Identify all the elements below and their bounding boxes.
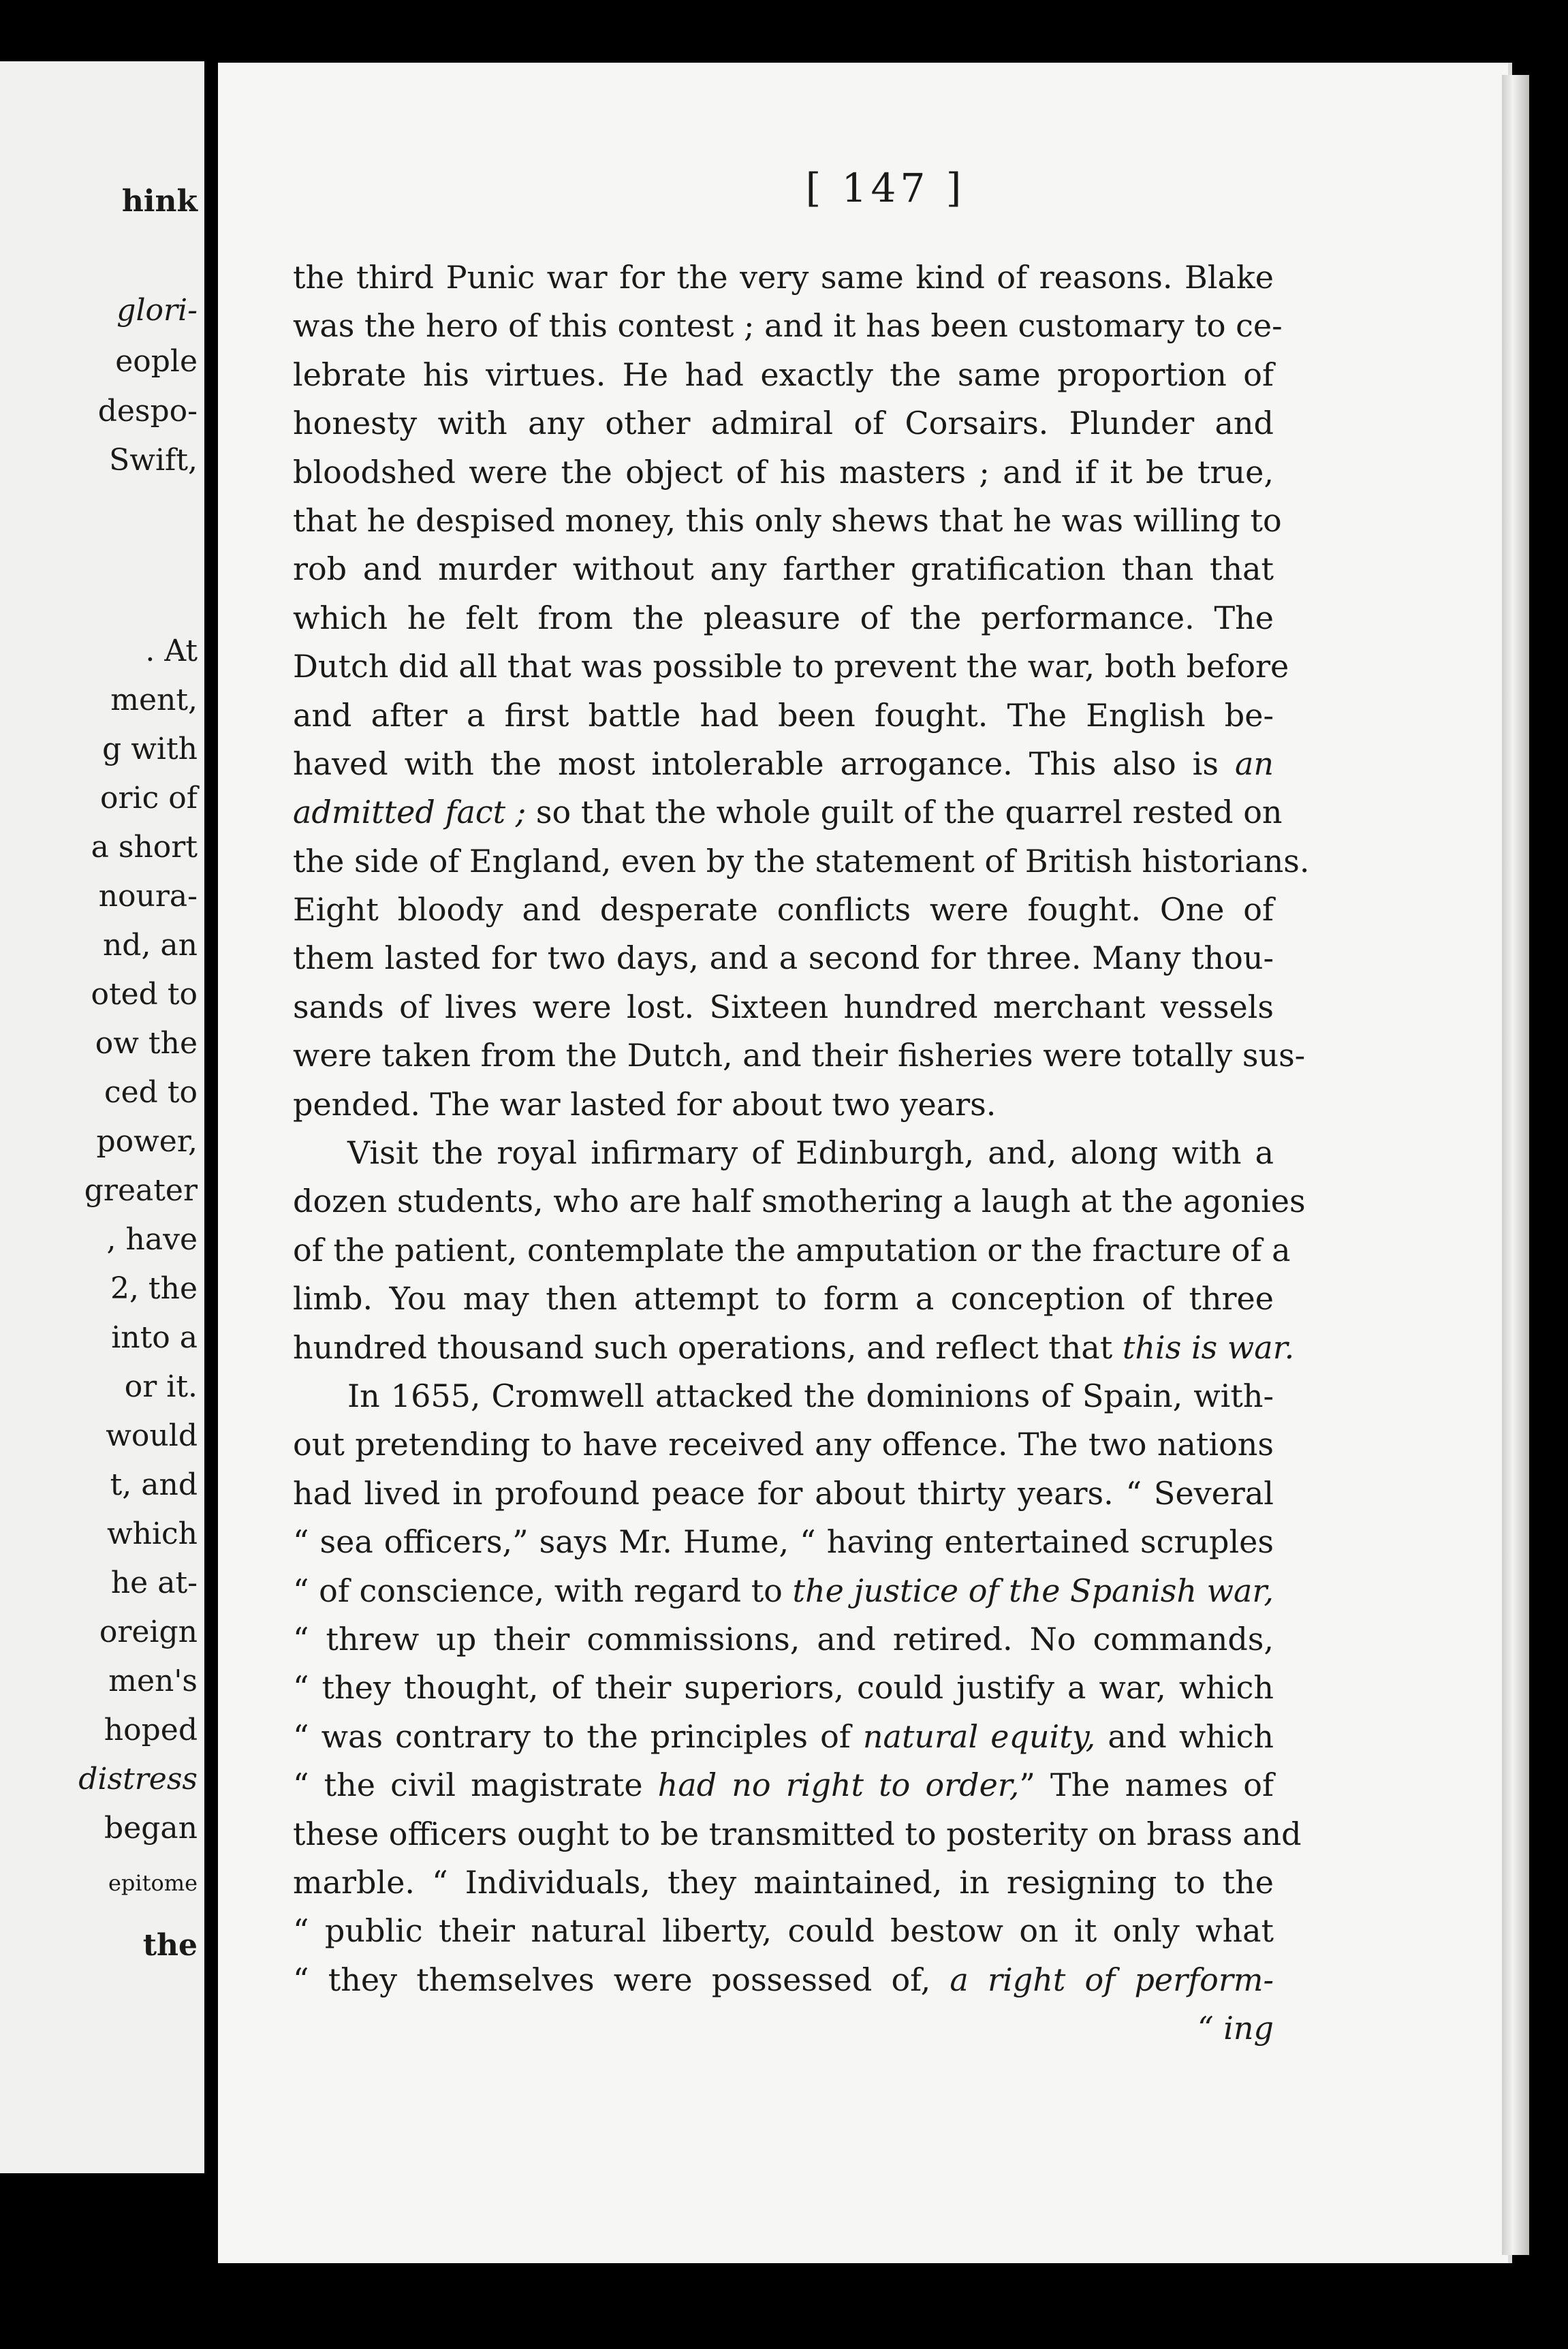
page-edge (1502, 75, 1529, 2255)
left-page-line: ment, (110, 683, 198, 717)
text-segment: “ they themselves were possessed of, (293, 1961, 950, 1998)
left-page-line: men's (108, 1664, 198, 1698)
italic-text: this is war. (1122, 1328, 1295, 1366)
text-line (293, 399, 1274, 448)
text-line (293, 594, 1274, 642)
text-segment: them lasted for two days, and a second for three. Many thou- (293, 939, 1274, 977)
text-segment: the third Punic war for the very same kind of reasons. Blake (293, 259, 1274, 296)
text-segment: haved with the most intolerable arrogance. This also is (293, 745, 1235, 782)
text-segment: honesty with any other admiral of Corsairs. Plunder and (293, 405, 1274, 442)
text-line (293, 1420, 1274, 1469)
text-segment: hundred thousand such operations, and reflect that (293, 1328, 1123, 1366)
text-segment: was the hero of this contest ; and it has been customary to ce- (293, 307, 1283, 345)
text-segment: “ threw up their commissions, and retired. No commands, (293, 1620, 1274, 1658)
left-page-line: greater (84, 1173, 198, 1208)
text-segment: “ was contrary to the principles of (293, 1717, 863, 1755)
left-page-line: a short (91, 830, 198, 865)
left-page-line: epitome (108, 1870, 198, 1896)
left-page-line: distress (78, 1762, 198, 1796)
text-segment: “ public their natural liberty, could bestow on it only what (293, 1912, 1274, 1950)
left-page-line: noura- (98, 879, 198, 914)
text-line (293, 691, 1274, 740)
text-line (293, 1177, 1306, 1226)
text-line (293, 351, 1274, 399)
text-line (293, 1956, 1274, 2004)
left-facing-page (0, 61, 204, 2173)
text-segment: so that the whole guilt of the quarrel rested on (526, 794, 1283, 831)
text-line (293, 837, 1310, 886)
left-page-line: began (104, 1811, 198, 1846)
text-segment: were taken from the Dutch, and their fisheries were totally sus- (293, 1037, 1306, 1074)
text-segment: Visit the royal infirmary of Edinburgh, and, along with a (347, 1134, 1274, 1172)
italic-text: had no right to order, (657, 1767, 1020, 1804)
text-line (293, 1324, 1295, 1372)
left-page-line: g with (102, 732, 198, 766)
left-page-line: oreign (99, 1615, 198, 1649)
text-line (293, 1761, 1274, 1809)
italic-text: an (1234, 745, 1274, 782)
text-segment: the side of England, even by the statement of British historians. (293, 842, 1310, 880)
left-page-line: ow the (95, 1026, 198, 1061)
text-segment: limb. You may then attempt to form a conception of three (293, 1280, 1274, 1318)
text-segment: bloodshed were the object of his masters ; and if it be true, (293, 453, 1274, 491)
text-segment: ” The names of (1019, 1767, 1274, 1804)
text-segment: and which (1095, 1717, 1274, 1755)
left-page-line: . At (145, 634, 198, 668)
text-line (293, 1031, 1306, 1080)
left-page-line: t, and (110, 1467, 198, 1502)
left-page-line: would (106, 1418, 198, 1453)
italic-text: admitted fact ; (293, 794, 527, 831)
text-segment: “ they thought, of their superiors, could justify a war, which (293, 1669, 1274, 1707)
text-line (293, 1080, 1274, 1129)
page-number: [ 147 ] (805, 165, 966, 211)
left-page-line: 2, the (110, 1271, 198, 1306)
italic-text: the justice of the Spanish war, (792, 1572, 1274, 1609)
left-page-line: the (142, 1928, 198, 1963)
text-line (293, 886, 1274, 934)
text-line (293, 1907, 1274, 1955)
text-line (293, 1129, 1274, 1177)
left-page-line: , have (106, 1222, 198, 1257)
text-line (293, 1518, 1274, 1566)
left-page-line: Swift, (109, 443, 198, 478)
text-line (293, 934, 1274, 982)
text-line (293, 740, 1274, 788)
text-segment: pended. The war lasted for about two years. (293, 1085, 997, 1123)
left-page-line: power, (96, 1124, 198, 1159)
left-page-line: eople (115, 344, 198, 379)
text-segment: had lived in profound peace for about thirty years. “ Several (293, 1474, 1274, 1512)
text-line (293, 497, 1282, 545)
text-line (293, 1713, 1274, 1761)
text-line (293, 1858, 1274, 1907)
left-page-line: which (106, 1516, 198, 1551)
text-segment: “ of conscience, with regard to (293, 1572, 793, 1609)
text-segment: these officers ought to be transmitted to posterity on brass and (293, 1815, 1302, 1852)
left-page-line: hoped (104, 1713, 198, 1747)
text-line (293, 253, 1274, 302)
text-segment: Dutch did all that was possible to prevent the war, both before (293, 648, 1289, 685)
left-page-line: hink (121, 184, 198, 219)
left-page-line: ced to (104, 1075, 198, 1110)
text-segment: marble. “ Individuals, they maintained, in resigning to the (293, 1863, 1274, 1901)
left-page-line: glori- (116, 293, 198, 328)
text-segment: “ the civil magistrate (293, 1767, 658, 1804)
text-segment: that he despised money, this only shews that he was willing to (293, 501, 1282, 539)
text-segment: out pretending to have received any offence. The two nations (293, 1426, 1274, 1463)
text-line (293, 302, 1283, 350)
text-line (293, 1567, 1274, 1615)
text-segment: lebrate his virtues. He had exactly the same proportion of (293, 356, 1274, 393)
text-segment: sands of lives were lost. Sixteen hundred merchant vessels (293, 988, 1274, 1025)
text-segment: and after a first battle had been fought. The English be- (293, 696, 1274, 734)
left-page-line: he at- (110, 1566, 198, 1600)
italic-text: natural equity, (862, 1717, 1096, 1755)
text-segment: rob and murder without any farther gratification than that (293, 550, 1274, 588)
text-line (293, 1275, 1274, 1323)
text-line (293, 1664, 1274, 1712)
main-page (218, 63, 1512, 2263)
text-segment: Eight bloody and desperate conflicts were fought. One of (293, 891, 1274, 929)
text-segment: In 1655, Cromwell attacked the dominions of Spain, with- (347, 1377, 1274, 1414)
text-line (293, 448, 1274, 497)
left-page-line: despo- (97, 394, 198, 429)
text-line (293, 1469, 1274, 1518)
left-page-line: oric of (100, 781, 198, 815)
text-line (293, 1226, 1291, 1275)
left-page-line: into a (111, 1320, 198, 1355)
text-line (293, 642, 1289, 691)
text-line (293, 1615, 1274, 1664)
left-page-line: nd, an (102, 928, 198, 963)
italic-text: a right of perform- (950, 1961, 1274, 1998)
catchword: “ ing (1197, 2010, 1274, 2047)
body-text (293, 253, 1310, 2053)
text-line (293, 983, 1274, 1031)
text-segment: “ sea officers,” says Mr. Hume, “ having entertained scruples (293, 1523, 1274, 1561)
left-page-line: or it. (124, 1369, 198, 1404)
left-page-line: oted to (91, 977, 198, 1012)
text-line (293, 545, 1274, 593)
text-line (293, 1810, 1302, 1858)
text-line (293, 788, 1283, 837)
text-segment: which he felt from the pleasure of the performance. The (293, 599, 1274, 636)
text-segment: of the patient, contemplate the amputation or the fracture of a (293, 1231, 1291, 1269)
text-line (293, 1372, 1274, 1420)
text-segment: dozen students, who are half smothering a laugh at the agonies (293, 1183, 1306, 1220)
